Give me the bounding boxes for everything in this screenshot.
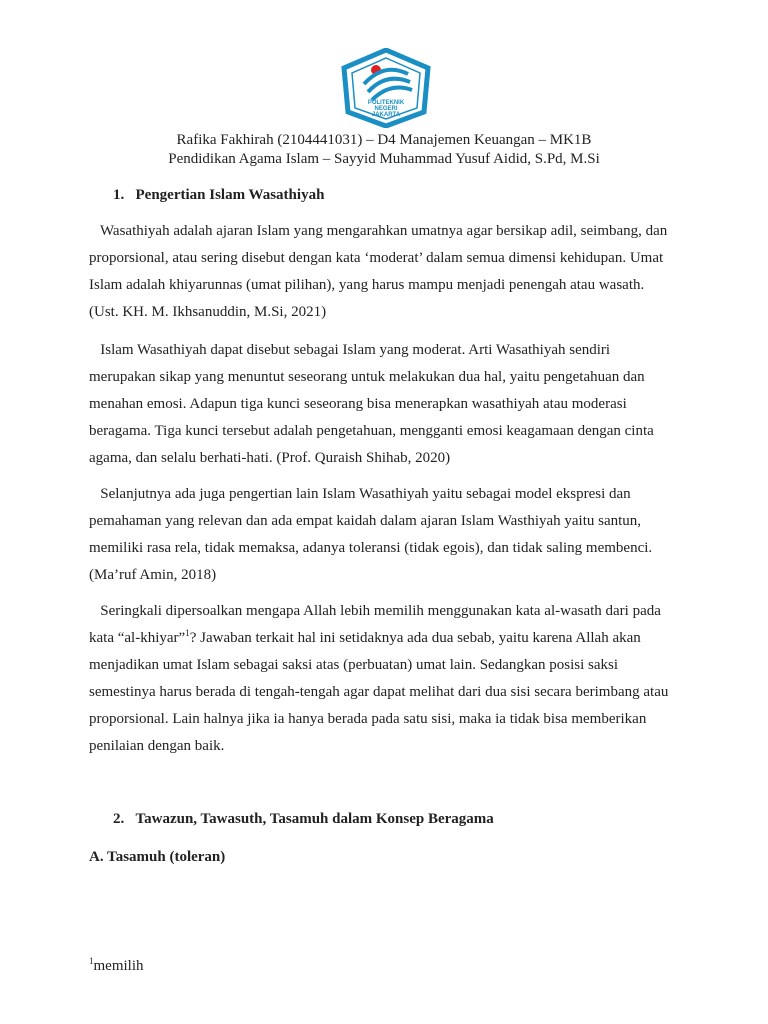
p2-line: beragama. Tiga kunci tersebut adalah pengetahuan, mengganti emosi keagamaan dengan cinta (89, 423, 654, 439)
section-1-title: Pengertian Islam Wasathiyah (135, 187, 325, 203)
p3-line: pemahaman yang relevan dan ada empat kaidah dalam ajaran Islam Wasthiyah yaitu santun, (89, 513, 642, 529)
p2-line: merupakan sikap yang menuntut seseorang untuk melakukan dua hal, yaitu pengetahuan dan (89, 369, 645, 385)
p3-line: memiliki rasa rela, tidak memaksa, adanya toleransi (tidak egois), dan tidak saling membenci. (89, 540, 653, 556)
p1-line: Wasathiyah adalah ajaran Islam yang mengarahkan umatnya agar bersikap adil, seimbang, dan (89, 223, 668, 239)
paragraph-4 (89, 598, 689, 760)
section-1-number: 1. (113, 187, 125, 203)
footnote-number: 1 (89, 956, 94, 966)
footnote-ref[interactable]: 1 (185, 628, 190, 638)
section-2-title: Tawazun, Tawasuth, Tasamuh dalam Konsep Beragama (135, 811, 494, 827)
p4-line: Seringkali dipersoalkan mengapa Allah lebih memilih menggunakan kata al-wasath dari pada (89, 603, 661, 619)
p4-text: ? Jawaban terkait hal ini setidaknya ada dua sebab, yaitu karena Allah akan (189, 630, 641, 646)
paragraph-1 (89, 218, 689, 326)
p2-line: menahan emosi. Adapun tiga kunci seseorang bisa menerapkan wasathiyah atau moderasi (89, 396, 627, 412)
paragraph-2 (89, 337, 689, 472)
subheading-tasamuh: A. Tasamuh (toleran) (89, 849, 226, 865)
p1-line: proporsional, atau sering disebut dengan kata ‘moderat’ dalam semua dimensi kehidupan. Umat (89, 250, 664, 266)
footnote (89, 958, 144, 975)
p4-text: kata “al-khiyar” (89, 630, 186, 646)
header-author-line: Rafika Fakhirah (2104441031) – D4 Manajemen Keuangan – MK1B (176, 132, 592, 148)
p4-line (89, 625, 689, 652)
logo-text-1: POLITEKNIK (367, 100, 405, 106)
paragraph-3 (89, 481, 689, 589)
logo-text-3: JAKARTA (371, 112, 401, 118)
section-2-number: 2. (113, 811, 125, 827)
p2-line: Islam Wasathiyah dapat disebut sebagai Islam yang moderat. Arti Wasathiyah sendiri (89, 342, 611, 358)
p4-line: menjadikan umat Islam sebagai saksi atas (perbuatan) umat lain. Sedangkan posisi saksi (89, 657, 619, 673)
p1-line: (Ust. KH. M. Ikhsanuddin, M.Si, 2021) (89, 304, 327, 320)
p3-line: (Ma’ruf Amin, 2018) (89, 567, 217, 583)
section-2-heading (113, 810, 494, 828)
p1-line: Islam adalah khiyarunnas (umat pilihan), yang harus mampu menjadi penengah atau wasath. (89, 277, 645, 293)
header-course-line: Pendidikan Agama Islam – Sayyid Muhammad Yusuf Aidid, S.Pd, M.Si (168, 151, 600, 167)
politeknik-logo (340, 48, 432, 128)
footnote-text: memilih (93, 958, 144, 974)
p2-line: agama, dan selalu berhati-hati. (Prof. Quraish Shihab, 2020) (89, 450, 451, 466)
p4-line: proporsional. Lain halnya jika ia hanya berada pada satu sisi, maka ia tidak bisa memberikan (89, 711, 647, 727)
p4-line: penilaian dengan baik. (89, 738, 225, 754)
logo-text-2: NEGERI (374, 106, 398, 112)
p4-line: semestinya harus berada di tengah-tengah agar dapat melihat dari dua sisi secara berimbang atau (89, 684, 669, 700)
p3-line: Selanjutnya ada juga pengertian lain Islam Wasathiyah yaitu sebagai model ekspresi dan (89, 486, 631, 502)
section-1-heading (113, 186, 324, 204)
